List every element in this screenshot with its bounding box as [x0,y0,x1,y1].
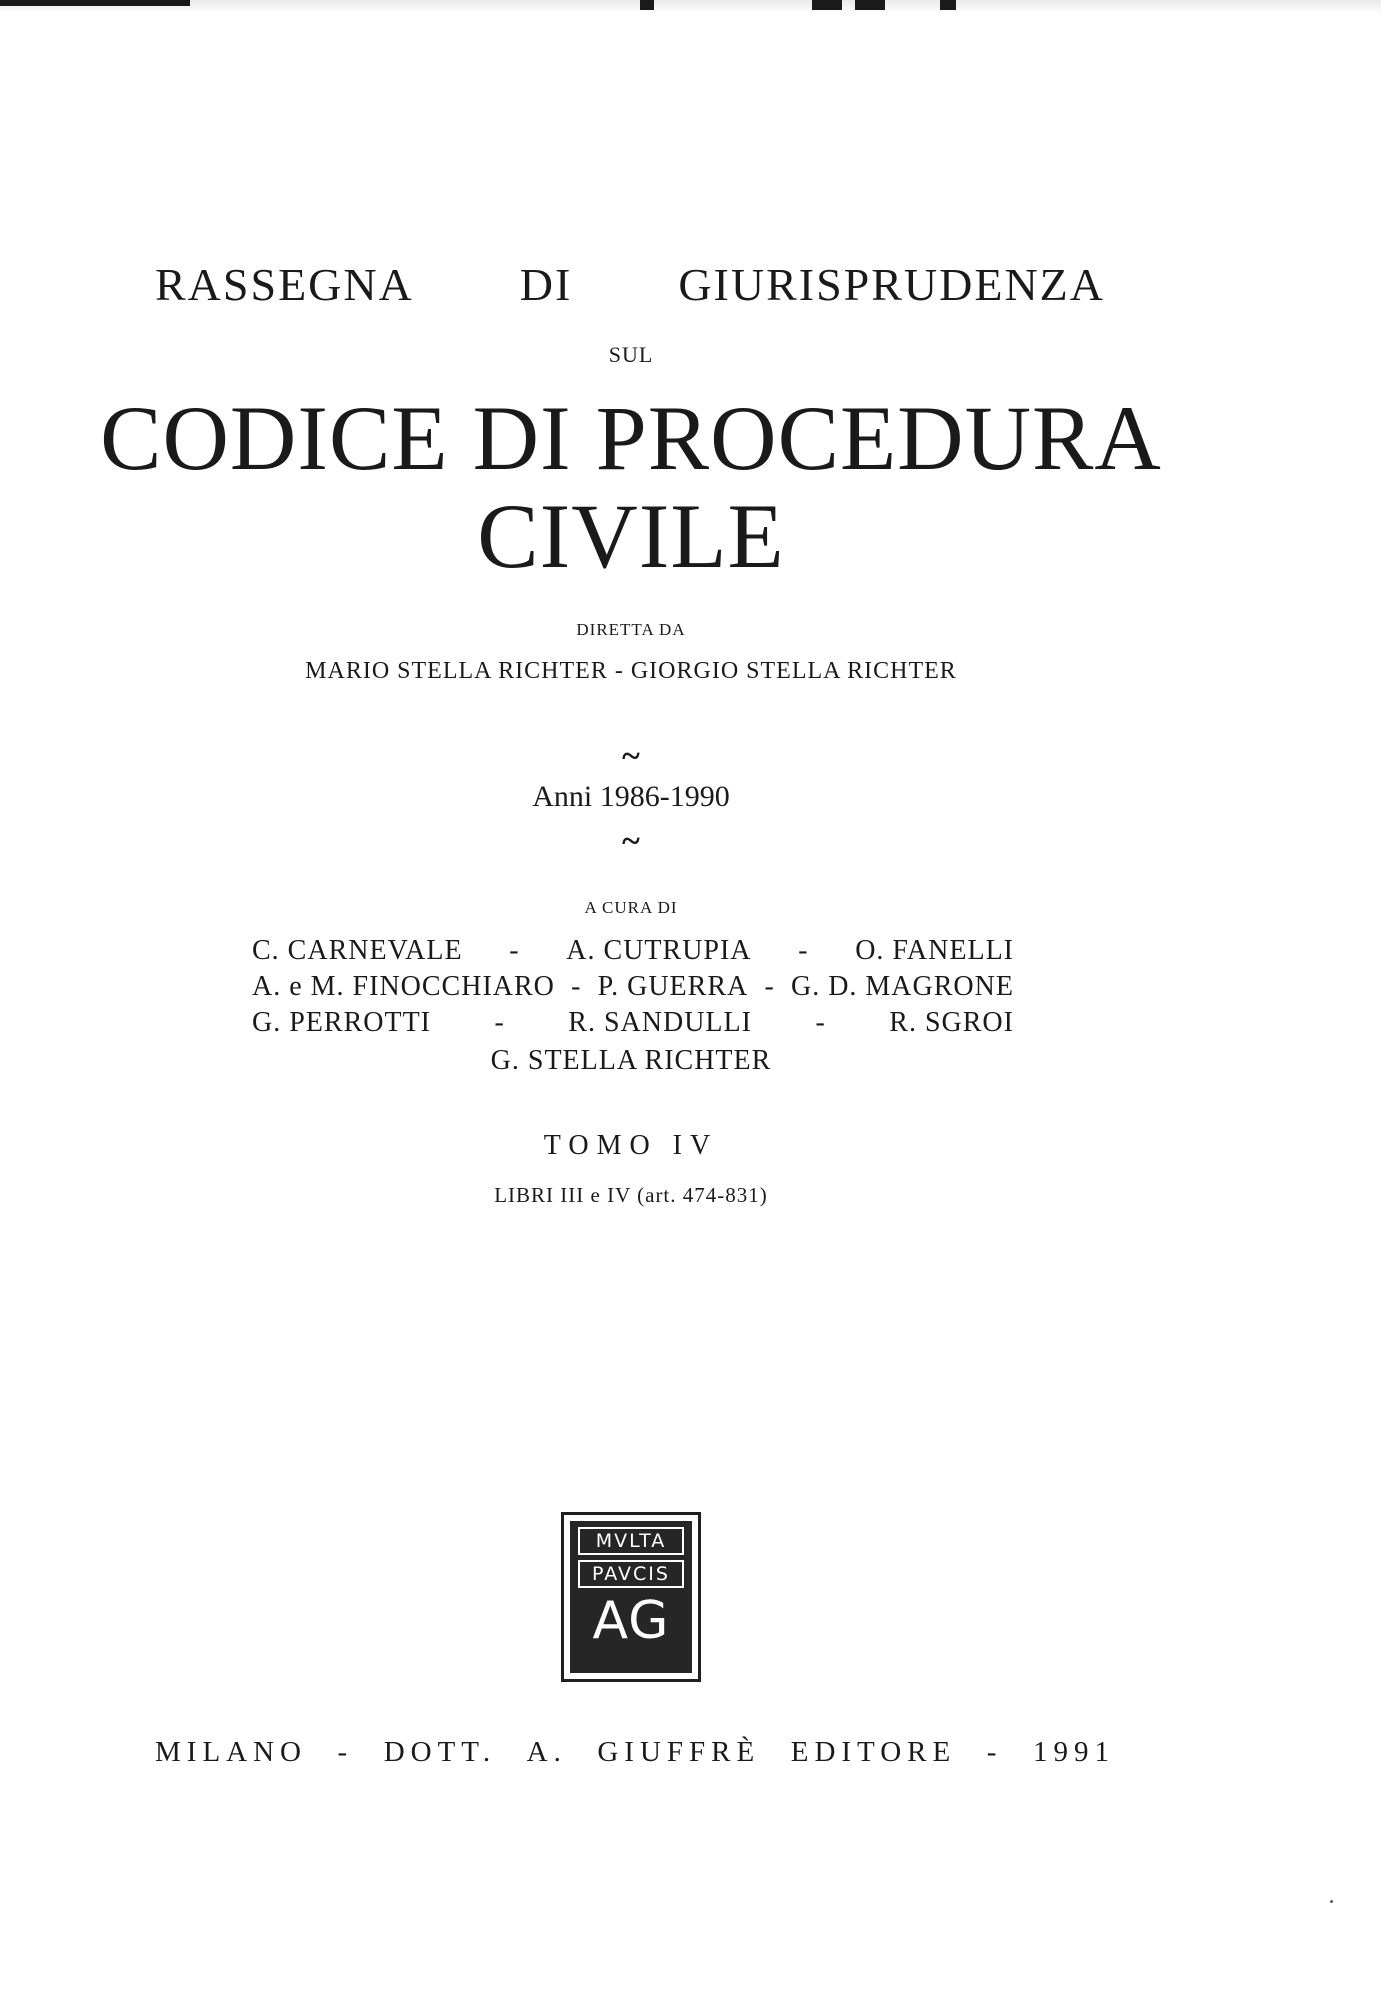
volume-tomo: TOMO IV [543,1130,719,1161]
scan-mark [640,0,654,10]
publisher-word: DOTT. [383,1736,497,1768]
sul-label: SUL [608,342,654,367]
curator-name: O. FANELLI [855,935,1014,966]
separator: - [494,1007,505,1038]
separator: - [798,935,809,966]
direction-label: DIRETTA DA [576,620,686,639]
curator-name: R. SANDULLI [568,1007,752,1038]
publisher-word: - [986,1736,1003,1768]
curator-name: A. CUTRUPIA [566,935,752,966]
scan-mark [0,0,190,6]
publisher-word: - [337,1736,354,1768]
publisher-word: EDITORE [790,1736,957,1768]
logo-monogram: AG [592,1591,670,1651]
scan-mark [855,0,885,10]
series-title [155,259,1105,310]
scan-mark [812,0,842,10]
ornament-tilde: ~ [622,823,640,860]
curators-row [252,1009,1014,1037]
curator-name: R. SGROI [889,1007,1014,1038]
series-word: GIURISPRUDENZA [678,259,1105,310]
curator-name: G. PERROTTI [252,1007,431,1038]
curators-label: A CURA DI [584,898,678,917]
directors: MARIO STELLA RICHTER - GIORGIO STELLA RICHTER [305,658,957,684]
curator-name: G. STELLA RICHTER [490,1045,772,1076]
publisher-word: GIUFFRÈ [597,1736,761,1768]
curator-name: A. e M. FINOCCHIARO [252,971,555,1002]
logo-motto-line1: MVLTA [578,1527,684,1555]
separator: - [764,971,775,1002]
publisher-logo [561,1512,701,1682]
volume-libri: LIBRI III e IV (art. 474-831) [494,1183,768,1207]
scan-mark [940,0,956,10]
curators-row [252,937,1014,965]
years: Anni 1986-1990 [532,780,730,813]
main-title-line1: CODICE DI PROCEDURA [100,387,1162,489]
separator: - [815,1007,826,1038]
curator-name: P. GUERRA [597,971,749,1002]
scan-speck [1330,1900,1333,1903]
separator: - [571,971,582,1002]
curator-name: C. CARNEVALE [252,935,463,966]
main-title-line2: CIVILE [477,485,785,587]
curator-name: G. D. MAGRONE [790,971,1014,1002]
ornament-tilde: ~ [622,738,640,775]
curators-row [252,973,1014,1001]
publisher-word: 1991 [1032,1736,1115,1768]
publisher-line [155,1738,1115,1767]
logo-motto-line2: PAVCIS [578,1560,684,1588]
publisher-word: A. [526,1736,567,1768]
series-word: RASSEGNA [155,259,414,310]
separator: - [509,935,520,966]
scan-top-edge [0,0,1381,14]
publisher-word: MILANO [155,1736,307,1768]
series-word: DI [519,259,573,310]
